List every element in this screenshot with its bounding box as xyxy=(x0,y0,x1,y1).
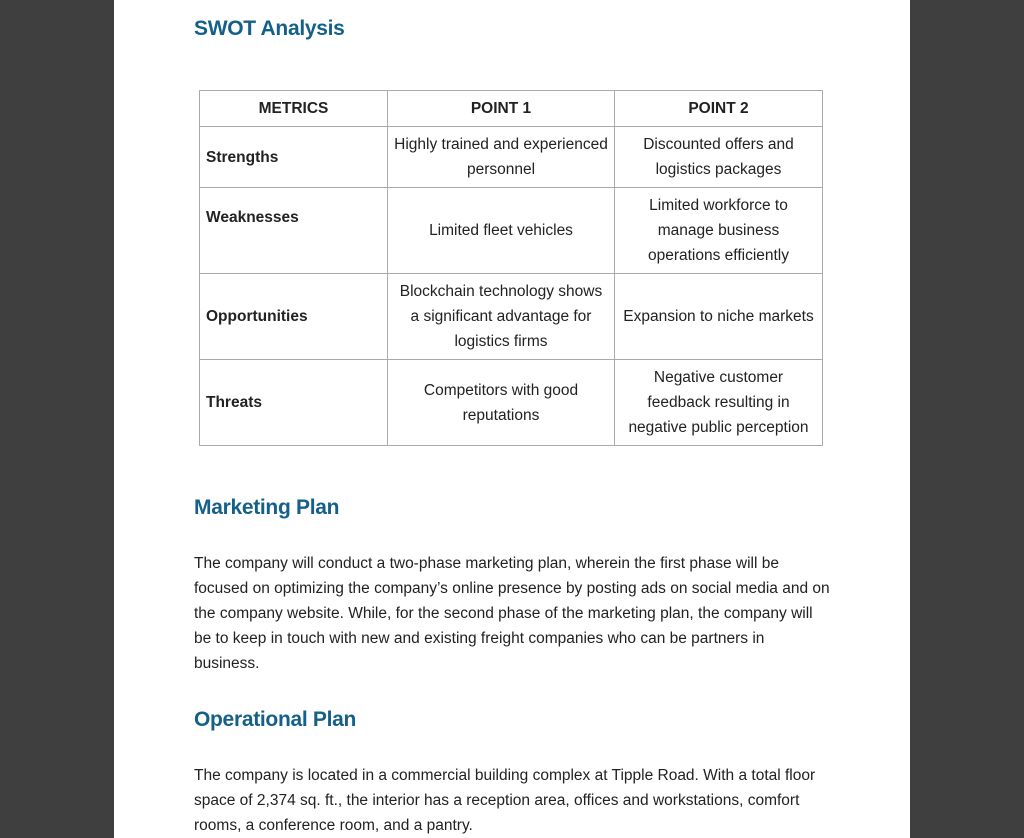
marketing-heading: Marketing Plan xyxy=(194,496,340,519)
operational-heading: Operational Plan xyxy=(194,708,357,731)
swot-table xyxy=(199,90,823,446)
point1-cell: Highly trained and experienced personnel xyxy=(388,127,615,188)
marketing-paragraph: The company will conduct a two-phase marketing plan, wherein the first phase will be focused on optimizing the company’s online presence by posting ads on social media and on the company website. While, for the second phase of the marketing plan, the company will be to keep in touch with new and existing freight companies who can be partners in business. xyxy=(194,555,830,672)
metric-cell: Threats xyxy=(200,360,388,446)
point2-cell: Discounted offers and logistics packages xyxy=(615,127,823,188)
operational-paragraph: The company is located in a commercial building complex at Tipple Road. With a total floor space of 2,374 sq. ft., the interior has a reception area, offices and workstations, comfort rooms, a conference room, and a pantry. xyxy=(194,767,816,834)
table-row xyxy=(200,188,823,274)
table-row xyxy=(200,360,823,446)
swot-heading: SWOT Analysis xyxy=(194,17,345,40)
document-page xyxy=(114,0,910,838)
metric-cell: Weaknesses xyxy=(200,188,388,274)
point1-cell: Blockchain technology shows a significant advantage for logistics firms xyxy=(388,274,615,360)
point2-cell: Limited workforce to manage business operations efficiently xyxy=(615,188,823,274)
header-metrics: METRICS xyxy=(200,91,388,127)
metric-cell: Strengths xyxy=(200,127,388,188)
table-row xyxy=(200,127,823,188)
table-header-row xyxy=(200,91,823,127)
header-point2: POINT 2 xyxy=(615,91,823,127)
point1-cell: Limited fleet vehicles xyxy=(388,188,615,274)
header-point1: POINT 1 xyxy=(388,91,615,127)
table-row xyxy=(200,274,823,360)
point2-cell: Expansion to niche markets xyxy=(615,274,823,360)
point2-cell: Negative customer feedback resulting in negative public perception xyxy=(615,360,823,446)
point1-cell: Competitors with good reputations xyxy=(388,360,615,446)
metric-cell: Opportunities xyxy=(200,274,388,360)
